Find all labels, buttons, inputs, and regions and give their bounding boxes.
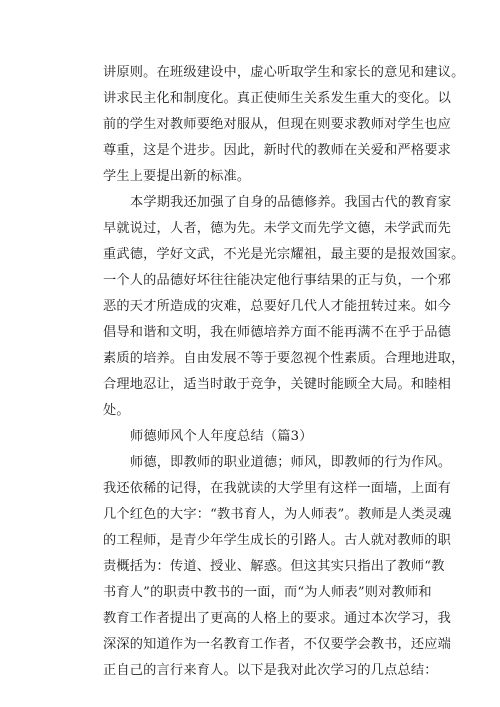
text-line: 深深的知道作为一名教育工作者，不仅要学会教书，还应端 (103, 637, 452, 652)
text-line: 讲求民主化和制度化。真正使师生关系发生重大的变化。以 (103, 91, 452, 106)
text-line: 处。 (103, 403, 130, 418)
section-heading: 师德师风个人年度总结（篇3） (130, 429, 313, 444)
text-line: 尊重，这是个进步。因此，新时代的教师在关爱和严格要求 (103, 143, 452, 158)
text-line: 书育人”的职责中教书的一面，而“为人师表”则对教师和 (103, 585, 432, 600)
paragraph-first-line: 本学期我还加强了自身的品德修养。我国古代的教育家 (130, 195, 452, 210)
text-line: 讲原则。在班级建设中，虚心听取学生和家长的意见和建议。 (103, 65, 465, 80)
text-line: 我还依稀的记得，在我就读的大学里有这样一面墙，上面有 (103, 481, 452, 496)
text-line: 学生上要提出新的标准。 (103, 169, 251, 184)
text-line: 教育工作者提出了更高的人格上的要求。通过本次学习，我 (103, 611, 452, 626)
text-line: 的工程师，是青少年学生成长的引路人。古人就对教师的职 (103, 533, 452, 548)
paragraph-first-line: 师德，即教师的职业道德；师风，即教师的行为作风。 (130, 455, 452, 470)
text-line: 合理地忍让，适当时敢于竞争，关键时能顾全大局。和睦相 (103, 377, 452, 392)
text-line: 素质的培养。自由发展不等于要忽视个性素质。合理地进取， (103, 351, 465, 366)
text-line: 正自己的言行来育人。以下是我对此次学习的几点总结： (103, 663, 438, 678)
text-line: 几个红色的大字：“教书育人，为人师表”。教师是人类灵魂 (103, 507, 452, 522)
text-line: 重武德，学好文武，不光是光宗耀祖，最主要的是报效国家。 (103, 247, 465, 262)
text-line: 恶的天才所造成的灾难，总要好几代人才能扭转过来。如今 (103, 299, 452, 314)
text-line: 倡导和谐和文明，我在师德培养方面不能再满不在乎于品德 (103, 325, 452, 340)
text-line: 早就说过，人者，德为先。未学文而先学文德，未学武而先 (103, 221, 452, 236)
text-line: 一个人的品德好坏往往能决定他行事结果的正与负，一个邪 (103, 273, 452, 288)
text-line: 责概括为：传道、授业、解惑。但这其实只指出了教师“教 (103, 559, 445, 574)
text-line: 前的学生对教师要绝对服从，但现在则要求教师对学生也应 (103, 117, 452, 132)
